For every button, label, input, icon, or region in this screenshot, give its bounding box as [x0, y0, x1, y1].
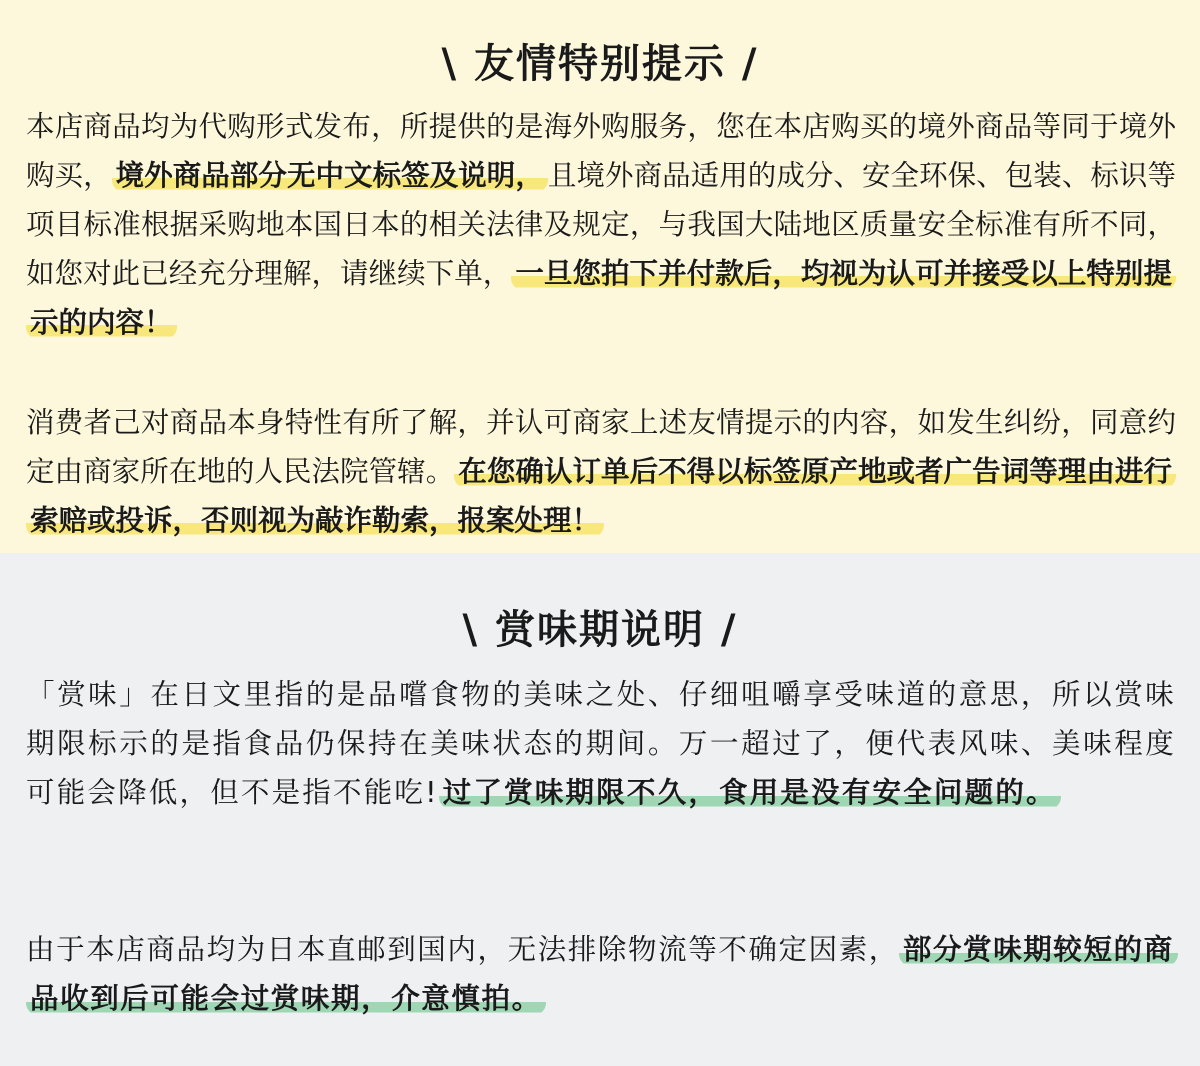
highlight-safe-to-eat: 过了赏味期限不久，食用是没有安全问题的。 — [439, 776, 1061, 809]
highlight-no-chinese-label: 境外商品部分无中文标签及说明， — [112, 159, 548, 192]
best-before-paragraph-2 — [26, 925, 1176, 1023]
notice-text: 本店商品均为代购形式发布，所提供的是海外购服务，您在本店购买的境外商品等同于境外购买， — [26, 110, 1176, 192]
notice-paragraph-2 — [26, 398, 1176, 545]
highlight-no-claims: 在您确认订单后不得以标签原产地或者广告词等理由进行索赔或投诉，否则视为敲诈勒索，报案处理！ — [26, 455, 1176, 537]
notice-text: 消费者己对商品本身特性有所了解，并认可商家上述友情提示的内容，如发生纠纷，同意约定由商家所在地的人民法院管辖。 — [26, 406, 1176, 488]
highlight-may-expire: 部分赏味期较短的商品收到后可能会过赏味期，介意慎拍。 — [26, 933, 1178, 1015]
best-before-paragraph-1 — [26, 670, 1176, 817]
highlight-acceptance: 一旦您拍下并付款后，均视为认可并接受以上特别提示的内容！ — [26, 257, 1176, 339]
best-before-text: 「赏味」在日文里指的是品嚐食物的美味之处、仔细咀嚼享受味道的意思，所以赏味期限标示的是指食品仍保持在美味状态的期间。万一超过了，便代表风味、美味程度可能会降低，但不是指不能吃! — [26, 678, 1176, 809]
notice-text: 且境外商品适用的成分、安全环保、包装、标识等项目标准根据采购地本国日本的相关法律及规定，与我国大陆地区质量安全标准有所不同，如您对此已经充分理解，请继续下单， — [26, 159, 1176, 290]
best-before-section — [0, 553, 1200, 1066]
notice-title: \ 友情特别提示 / — [441, 41, 759, 87]
notice-paragraph-1 — [26, 102, 1176, 347]
best-before-title: \ 赏味期说明 / — [462, 607, 738, 653]
best-before-text: 由于本店商品均为日本直邮到国内，无法排除物流等不确定因素， — [26, 933, 899, 966]
